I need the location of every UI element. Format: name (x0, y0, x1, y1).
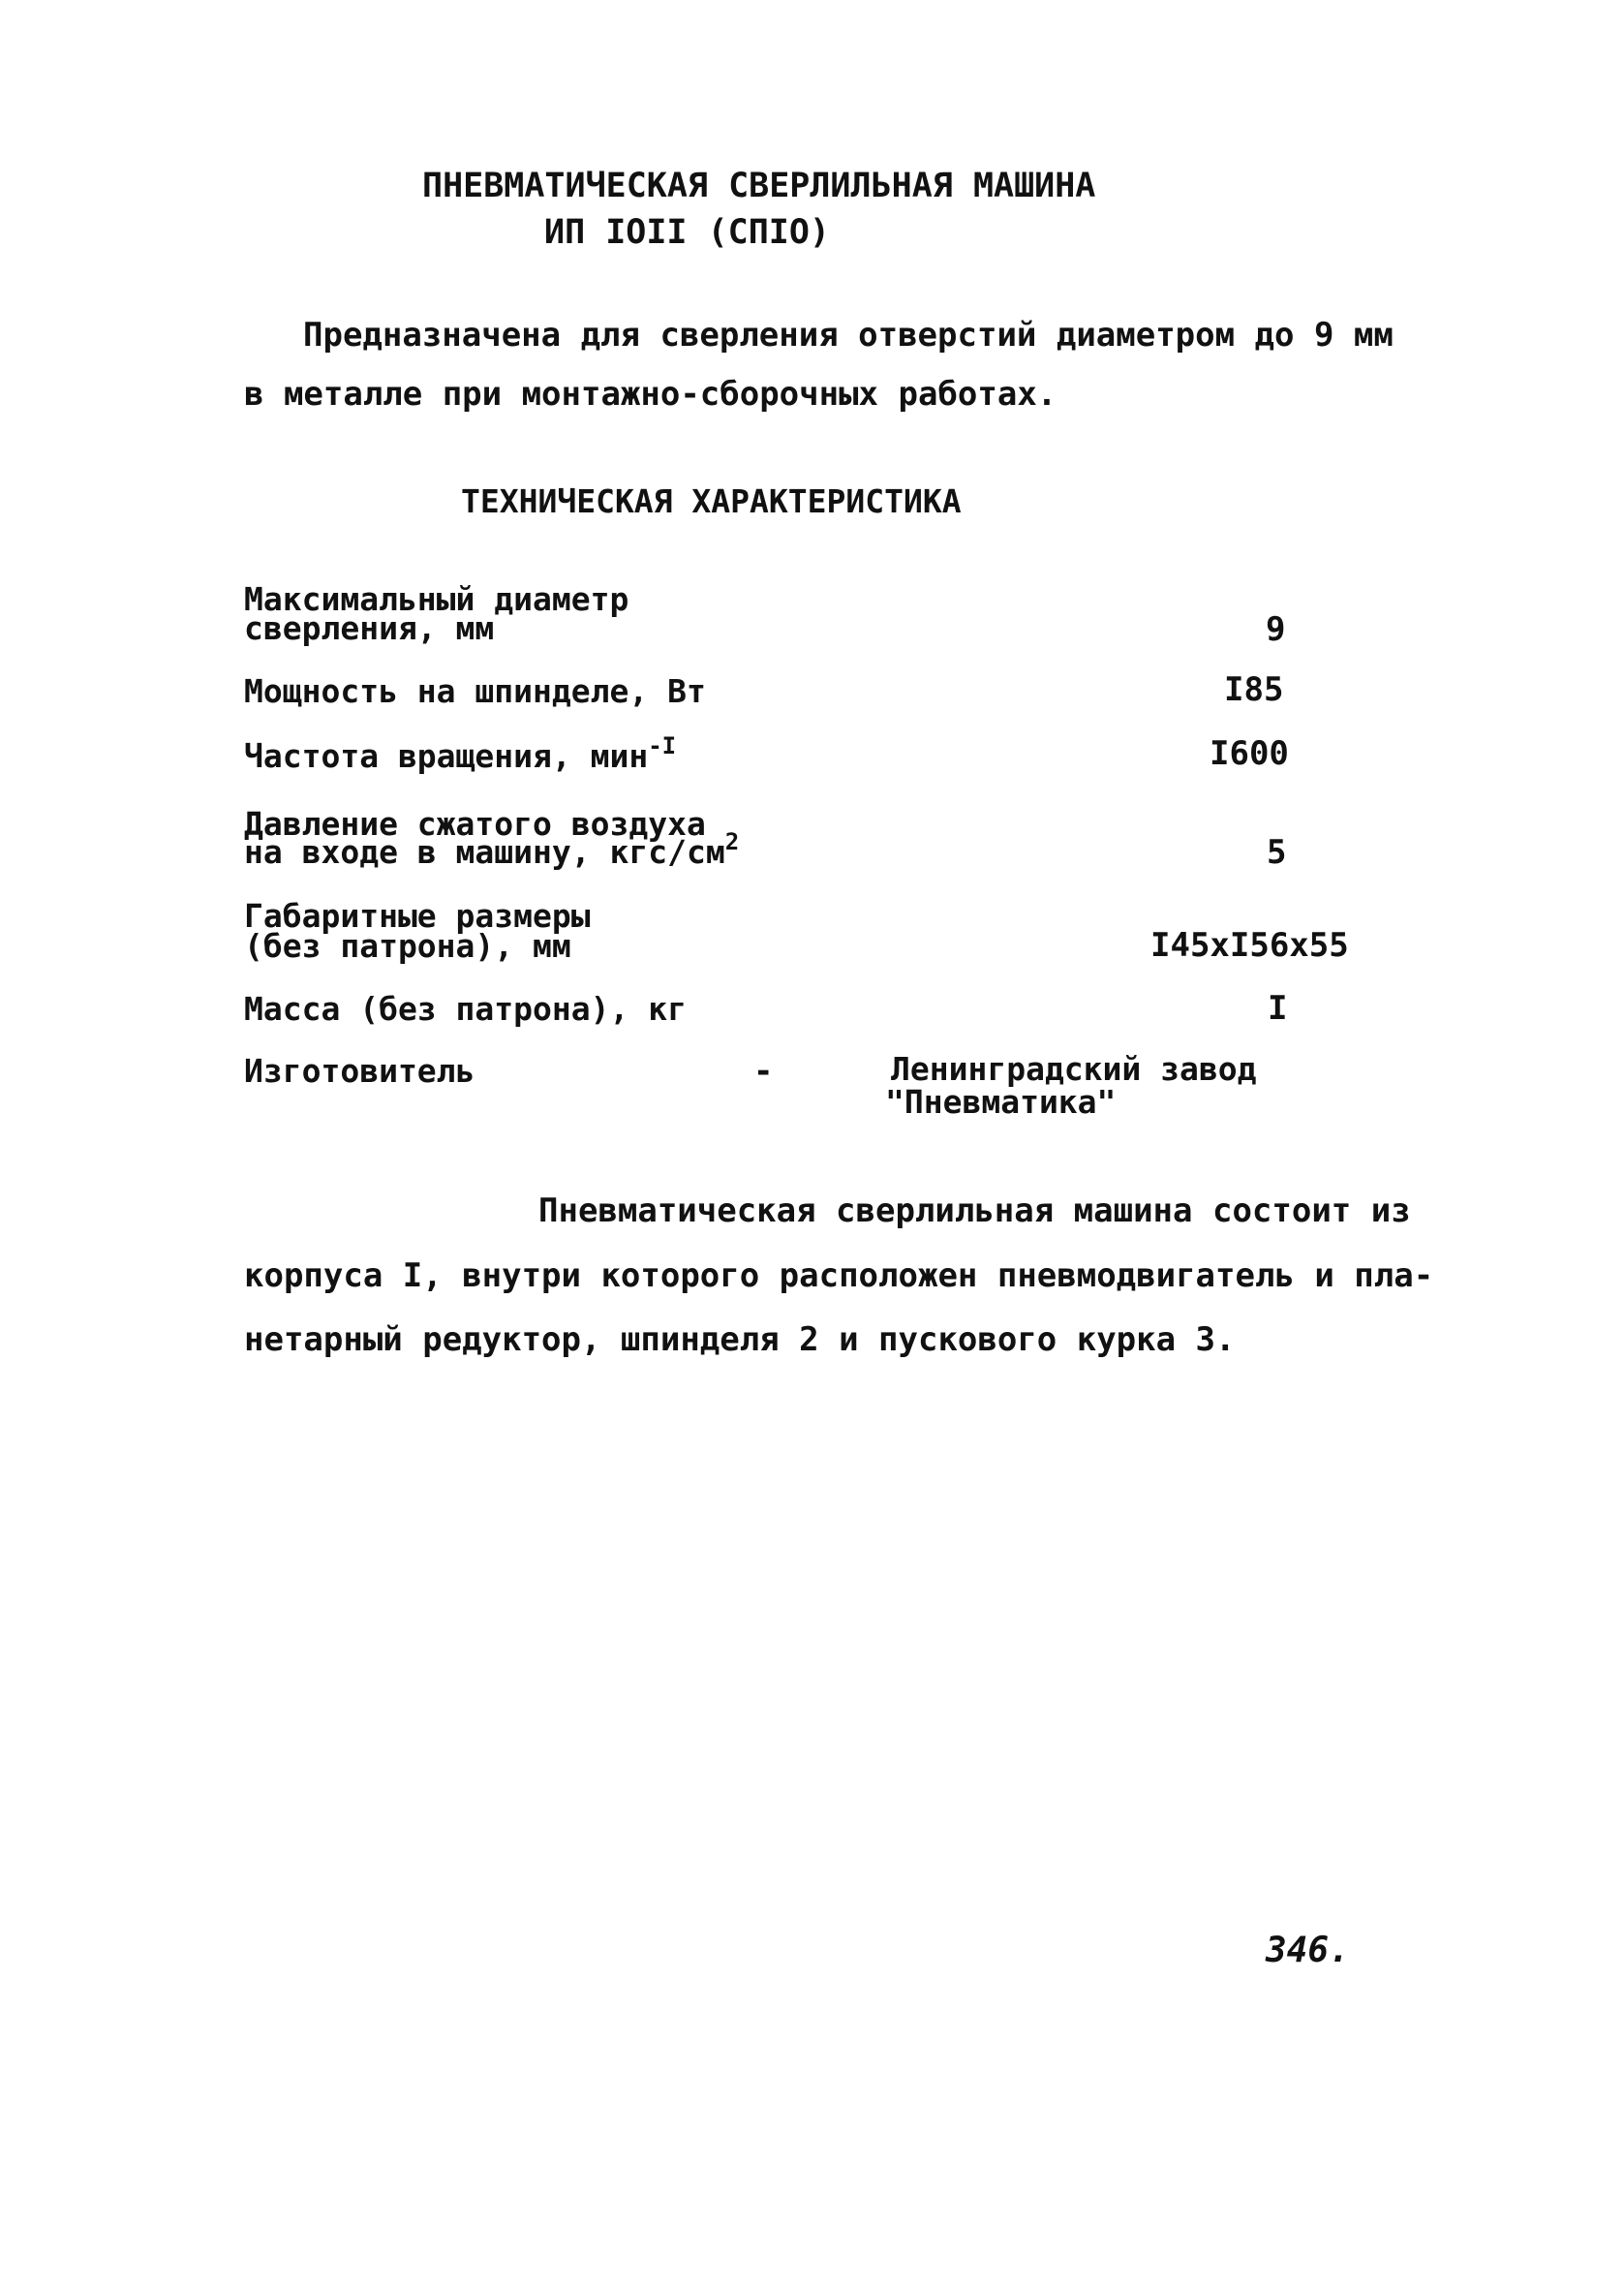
spec-heading: ТЕХНИЧЕСКАЯ ХАРАКТЕРИСТИКА (461, 482, 962, 520)
page-number: 346. (1266, 1931, 1350, 1970)
spec-label-dimensions: Габаритные размеры (244, 897, 591, 935)
spec-label-max-diameter-cont: сверления, мм (244, 609, 495, 647)
spec-label-air-pressure-cont (244, 828, 740, 871)
spec-value-rotation-speed: I600 (1210, 734, 1289, 773)
document-model: ИП IOII (СПIO) (544, 213, 831, 252)
spec-value-manufacturer-cont: "Пневматика" (885, 1083, 1117, 1121)
spec-label-air-pressure: Давление сжатого воздуха (244, 805, 706, 843)
spec-label-rotation-speed-sup: -I (648, 732, 677, 759)
spec-value-max-diameter: 9 (1266, 610, 1286, 649)
spec-value-dimensions: I45xI56x55 (1150, 926, 1349, 965)
spec-value-mass: I (1268, 989, 1288, 1028)
body-line-1: Пневматическая сверлильная машина состоит из (538, 1191, 1411, 1230)
spec-label-spindle-power: Мощность на шпинделе, Вт (244, 672, 706, 710)
spec-label-air-pressure-sup: 2 (724, 828, 740, 855)
intro-line-1: Предназначена для сверления отверстий диаметром до 9 мм (303, 316, 1394, 355)
body-line-2: корпуса I, внутри которого расположен пневмодвигатель и пла- (244, 1256, 1434, 1295)
spec-label-dimensions-cont: (без патрона), мм (244, 927, 571, 965)
body-line-3: нетарный редуктор, шпинделя 2 и пускового курка 3. (244, 1320, 1236, 1359)
spec-dash: - (753, 1052, 774, 1091)
intro-line-2: в металле при монтажно-сборочных работах. (244, 375, 1057, 414)
spec-label-rotation-speed-text: Частота вращения, мин (244, 737, 649, 775)
spec-value-air-pressure: 5 (1267, 833, 1287, 872)
spec-label-rotation-speed (244, 732, 677, 775)
spec-value-spindle-power: I85 (1224, 670, 1284, 709)
spec-label-air-pressure-text: на входе в машину, кгс/см (244, 833, 725, 871)
document-title: ПНЕВМАТИЧЕСКАЯ СВЕРЛИЛЬНАЯ МАШИНА (422, 167, 1096, 205)
spec-label-max-diameter: Максимальный диаметр (244, 580, 629, 618)
spec-label-mass: Масса (без патрона), кг (244, 990, 687, 1028)
spec-label-manufacturer: Изготовитель (244, 1052, 475, 1090)
spec-value-manufacturer: Ленинградский завод (891, 1050, 1257, 1088)
